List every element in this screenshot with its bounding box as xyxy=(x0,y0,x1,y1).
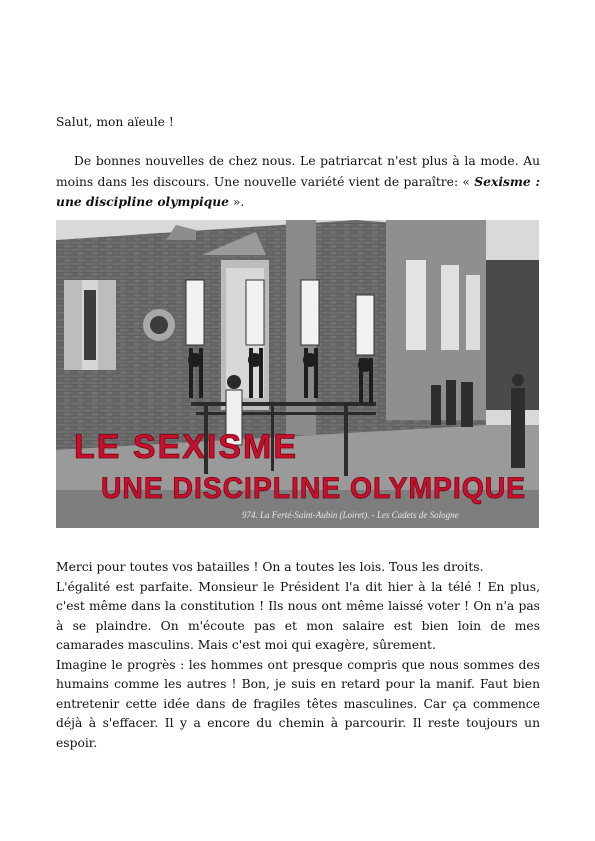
letter-body xyxy=(56,558,540,753)
intro-end: ». xyxy=(229,195,245,209)
intro-text: De bonnes nouvelles de chez nous. Le patriarcat n'est plus à la mode. Au moins dans les discours. Une nouvelle variété vient de paraître: « xyxy=(56,154,540,189)
postcard-image xyxy=(56,220,539,528)
overlay-line-2: UNE DISCIPLINE OLYMPIQUE xyxy=(101,472,526,505)
intro-paragraph xyxy=(56,152,540,213)
overlay-line-1: LE SEXISME xyxy=(74,428,299,466)
body-paragraph: Merci pour toutes vos batailles ! On a toutes les lois. Tous les droits. xyxy=(56,560,484,574)
postcard-caption: 974. La Ferté-Saint-Aubin (Loiret). - Les Cadets de Sologne xyxy=(242,510,459,520)
body-paragraph: Imagine le progrès : les hommes ont presque compris que nous sommes des humains comme les autres ! Bon, je suis en retard pour la manif. Faut bien entretenir cette idée dans de fragiles têtes masculines. Car ça commence déjà à s'effacer. Il y a encore du chemin à parcourir. Il reste toujours un espoir. xyxy=(56,657,540,750)
book-title: Sexisme : une discipline olympique xyxy=(56,173,540,209)
letter-greeting: Salut, mon aïeule ! xyxy=(56,115,174,129)
body-paragraph: L'égalité est parfaite. Monsieur le Président l'a dit hier à la télé ! En plus, c'est même dans la constitution ! Ils nous ont même laissé voter ! On n'a pas à se plaindre. On m'écoute pas et mon salaire est bien loin de mes camarades masculins. Mais c'est moi qui exagère, sûrement. xyxy=(56,579,540,652)
